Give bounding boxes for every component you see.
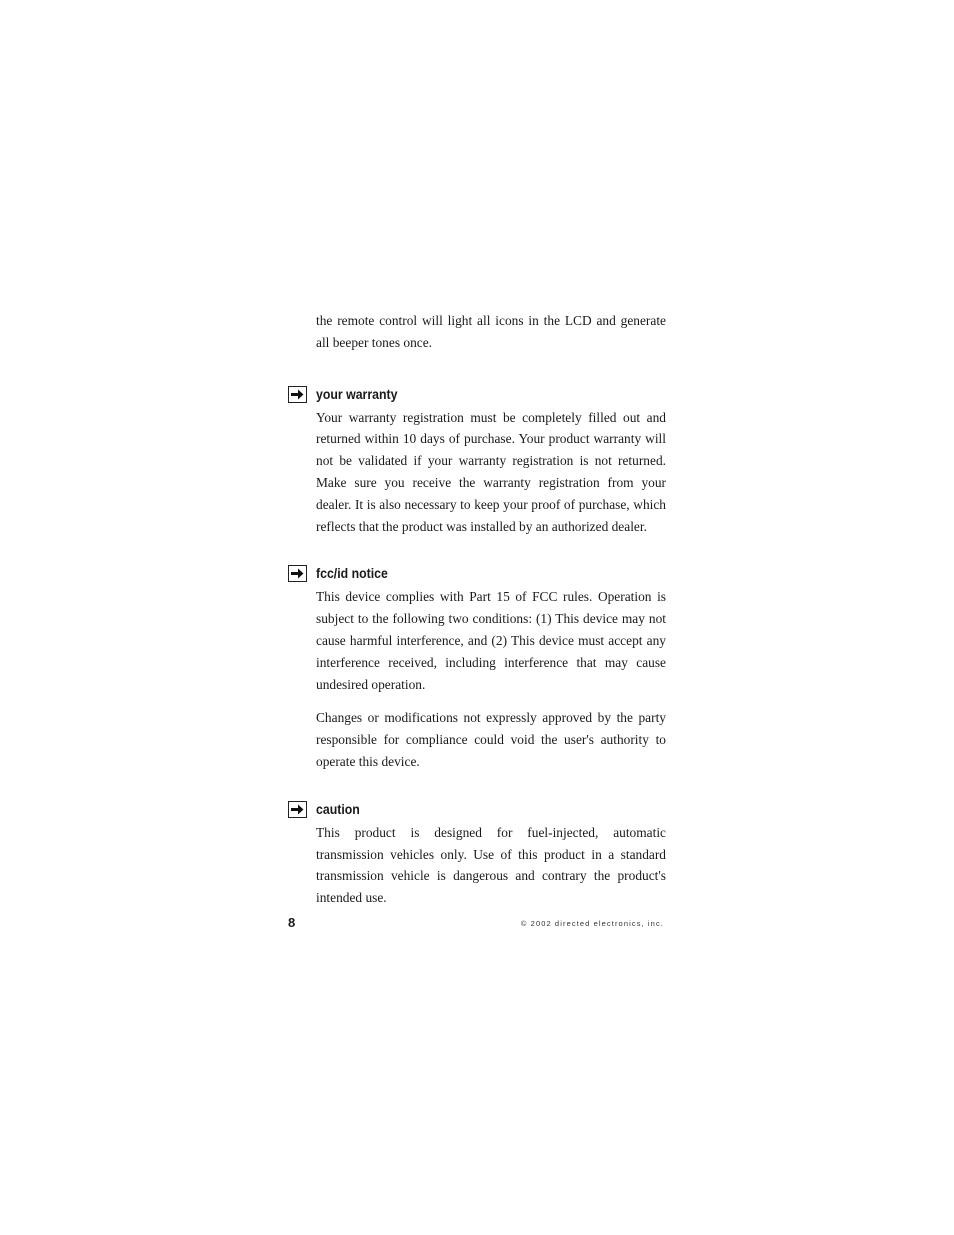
page-footer: [288, 915, 666, 933]
section-paragraph: Changes or modifications not expressly approved by the party responsible for compliance could void the user's authority to operate this device.: [316, 710, 666, 769]
copyright-notice: © 2002 directed electronics, inc.: [520, 919, 664, 928]
section-header: [316, 800, 666, 822]
arrow-right-icon: [288, 386, 307, 403]
page-number: 8: [288, 915, 296, 930]
section-paragraph: Your warranty registration must be completely filled out and returned within 10 days of purchase. Your product warranty will not be validated if your warranty registration is not returned. Make sure you receive the warranty registration from your dealer. It is also necessary to keep your proof of purchase, which reflects that the product was installed by an authorized dealer.: [316, 409, 666, 534]
section-paragraph: This product is designed for fuel-injected, automatic transmission vehicles only. Use of this product in a standard transmission vehicle is dangerous and contrary the product's intended use.: [316, 824, 666, 906]
arrow-right-icon: [288, 565, 307, 582]
section-caution: [316, 800, 666, 909]
intro-paragraph: the remote control will light all icons in the LCD and generate all beeper tones once.: [316, 313, 666, 350]
section-heading: caution: [316, 800, 360, 817]
section-header: [316, 564, 666, 586]
section-paragraph: This device complies with Part 15 of FCC rules. Operation is subject to the following two conditions: (1) This device may not cause harmful interference, and (2) This device must accept any interference received, including interference that may cause undesired operation.: [316, 589, 666, 692]
section-heading: fcc/id notice: [316, 565, 388, 582]
section-heading: your warranty: [316, 385, 398, 402]
section-warranty: [316, 385, 666, 538]
page-content: [316, 310, 666, 936]
section-fcc-notice: [316, 564, 666, 772]
arrow-right-icon: [288, 801, 307, 818]
section-header: [316, 385, 666, 407]
